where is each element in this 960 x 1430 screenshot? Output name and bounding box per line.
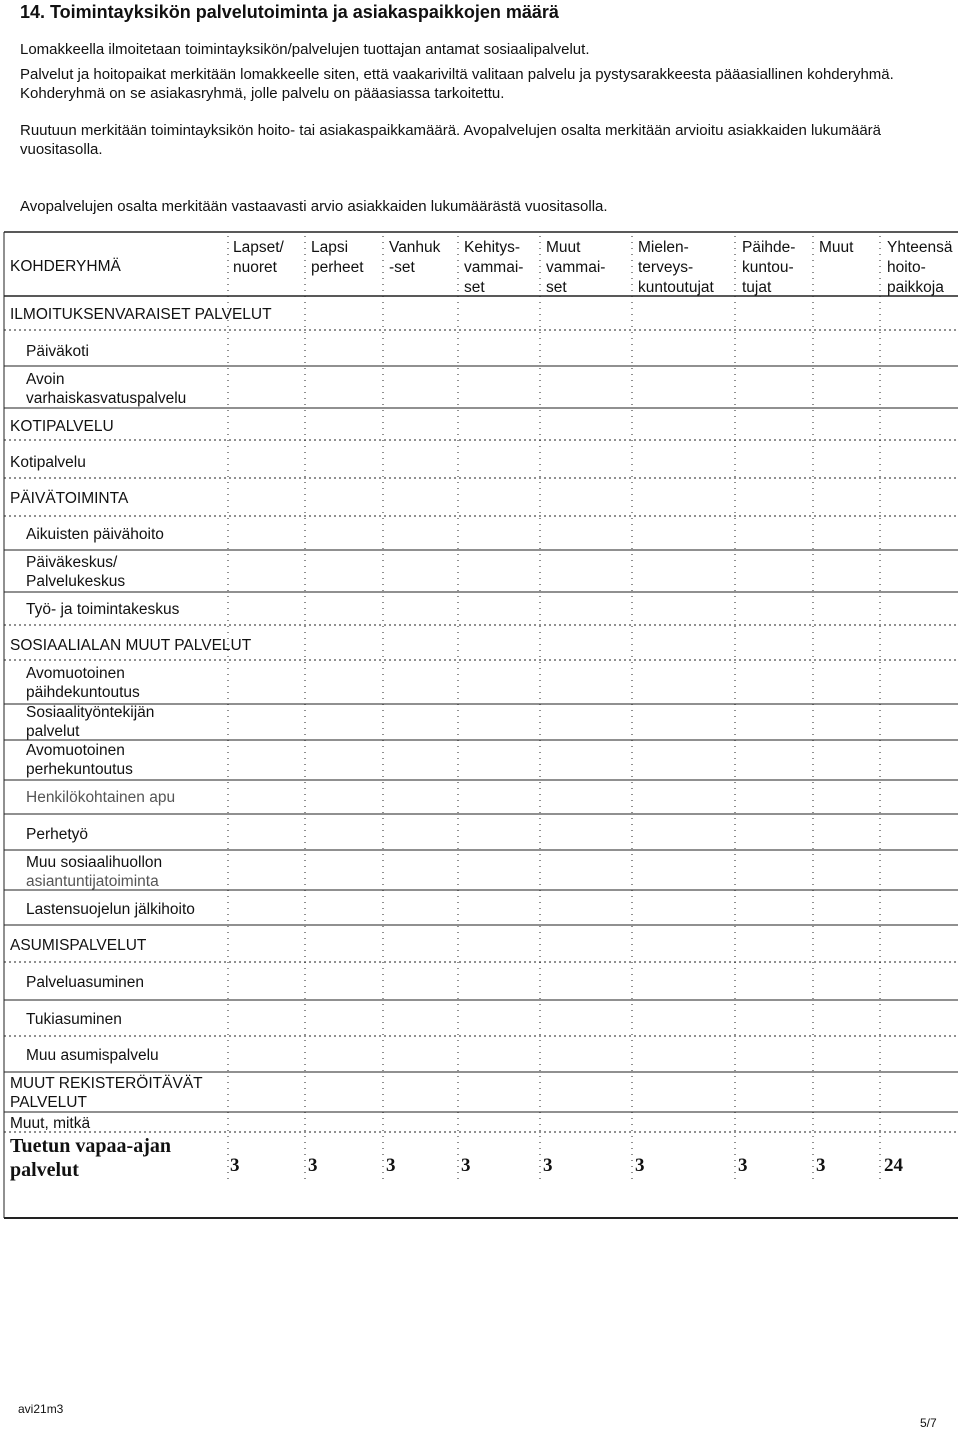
value-lapset: 3 <box>230 1155 240 1176</box>
col-header-line: hoito- <box>887 259 926 276</box>
col-header-line: set <box>464 279 485 296</box>
row-label-line: Sosiaalityöntekijän <box>26 704 155 721</box>
row-tuetun-vapaa-ajan <box>10 1134 171 1182</box>
row-label-line: Päiväkeskus/ <box>26 554 118 571</box>
instruction-1: Lomakkeella ilmoitetaan toimintayksikön/palvelujen tuottajan antamat sosiaalipalvelut. <box>20 41 590 58</box>
page-number: 5/7 <box>920 1416 937 1430</box>
col-header-yhteensa <box>887 238 953 298</box>
col-header-line: nuoret <box>233 259 277 276</box>
row-kotipalvelu: Kotipalvelu <box>10 454 86 471</box>
row-label-line: PALVELUT <box>10 1094 87 1111</box>
row-sosiaalityontekija <box>26 703 154 741</box>
row-palveluasuminen: Palveluasuminen <box>26 974 145 991</box>
col-header-line: Mielen- <box>638 239 689 256</box>
row-label-line: Avomuotoinen <box>26 742 125 759</box>
row-aikuisten-paivahoito: Aikuisten päivähoito <box>26 526 164 543</box>
row-paivakeskus <box>26 553 125 591</box>
col-header-line: vammai- <box>464 259 524 276</box>
row-muu-sosiaalihuolto <box>26 853 162 891</box>
row-muut-mitka: Muut, mitkä <box>10 1115 91 1132</box>
row-label-line: Avomuotoinen <box>26 665 125 682</box>
row-label-line: perhekuntoutus <box>26 761 133 778</box>
row-muu-asumispalvelu: Muu asumispalvelu <box>26 1047 159 1064</box>
col-header-line: Muut <box>819 239 854 256</box>
row-label-line: Palvelukeskus <box>26 573 126 590</box>
row-label-line: Tuetun vapaa-ajan <box>10 1135 171 1157</box>
col-header-vanhukset <box>389 238 440 278</box>
col-header-line: kuntou- <box>742 259 794 276</box>
row-tyo-ja-toimintakeskus: Työ- ja toimintakeskus <box>26 601 180 618</box>
col-header-muut <box>819 238 853 258</box>
col-header-lapset <box>233 238 284 278</box>
row-paivakoti: Päiväkoti <box>26 343 89 360</box>
section-sosiaali: SOSIAALIALAN MUUT PALVELUT <box>10 637 252 654</box>
row-label-line: palvelut <box>26 723 80 740</box>
col-header-muut-vammaiset <box>546 238 605 298</box>
col-header-line: Lapset/ <box>233 239 284 256</box>
col-header-line: perheet <box>311 259 364 276</box>
section-paivatoiminta: PÄIVÄTOIMINTA <box>10 490 129 507</box>
row-header-kohderyhma: KOHDERYHMÄ <box>10 258 121 275</box>
value-kehitysvammaiset: 3 <box>461 1155 471 1176</box>
row-tukiasuminen: Tukiasuminen <box>26 1011 122 1028</box>
col-header-line: set <box>546 279 567 296</box>
row-lastensuojelu: Lastensuojelun jälkihoito <box>26 901 195 918</box>
row-label-line: Muu sosiaalihuollon <box>26 854 163 871</box>
row-label-line: päihdekuntoutus <box>26 684 140 701</box>
row-label-line: varhaiskasvatuspalvelu <box>26 390 187 407</box>
col-header-line: Kehitys- <box>464 239 520 256</box>
row-label-line: MUUT REKISTERÖITÄVÄT <box>10 1075 203 1092</box>
section-muut-rekisteroitavat <box>10 1074 203 1112</box>
row-perhetyo: Perhetyö <box>26 826 89 843</box>
col-header-line: tujat <box>742 279 772 296</box>
col-header-paihde <box>742 238 795 298</box>
col-header-line: kuntoutujat <box>638 279 714 296</box>
col-header-line: paikkoja <box>887 279 944 296</box>
section-asumis: ASUMISPALVELUT <box>10 937 147 954</box>
value-muut-vammaiset: 3 <box>543 1155 553 1176</box>
value-lapsiperheet: 3 <box>308 1155 318 1176</box>
value-vanhukset: 3 <box>386 1155 396 1176</box>
row-label-line: asiantuntijatoiminta <box>26 873 159 890</box>
col-header-mielenterveys <box>638 238 714 298</box>
col-header-line: vammai- <box>546 259 606 276</box>
col-header-kehitysvammaiset <box>464 238 523 298</box>
value-yhteensa: 24 <box>884 1155 903 1176</box>
value-muut: 3 <box>816 1155 826 1176</box>
col-header-line: Muut <box>546 239 581 256</box>
instruction-4: Avopalvelujen osalta merkitään vastaavasti arvio asiakkaiden lukumäärästä vuositasolla. <box>20 198 608 215</box>
col-header-lapsiperheet <box>311 238 364 278</box>
section-title: 14. Toimintayksikön palvelutoiminta ja asiakaspaikkojen määrä <box>20 2 559 22</box>
footer-code: avi21m3 <box>18 1402 64 1416</box>
col-header-line: terveys- <box>638 259 694 276</box>
row-avomuotoinen-paihde <box>26 664 140 702</box>
row-avoin-varhaiskasvatus <box>26 370 186 408</box>
section-kotipalvelu: KOTIPALVELU <box>10 418 114 435</box>
col-header-line: Päihde- <box>742 239 796 256</box>
row-henkilokohtainen-apu: Henkilökohtainen apu <box>26 789 176 806</box>
col-header-line: -set <box>389 259 415 276</box>
row-label-line: Avoin <box>26 371 65 388</box>
col-header-line: Yhteensä <box>887 239 953 256</box>
value-paihde: 3 <box>738 1155 748 1176</box>
instruction-2: Palvelut ja hoitopaikat merkitään lomakkeelle siten, että vaakariviltä valitaan palvelu ja pystysarakkeesta pääasiallinen kohderyhmä. Kohderyhmä on se asiakasryhmä, jolle palvelu on pääasiassa tarkoitettu. <box>20 66 894 102</box>
col-header-line: Vanhuk <box>389 239 441 256</box>
section-ilmoitus: ILMOITUKSENVARAISET PALVELUT <box>10 306 272 323</box>
instruction-3: Ruutuun merkitään toimintayksikön hoito- tai asiakaspaikkamäärä. Avopalvelujen osalta merkitään arvioitu asiakkaiden lukumäärä vuositasolla. <box>20 122 882 158</box>
value-mielenterveys: 3 <box>635 1155 645 1176</box>
row-label-line: palvelut <box>10 1159 79 1181</box>
col-header-line: Lapsi <box>311 239 349 256</box>
row-avomuotoinen-perhe <box>26 741 133 779</box>
